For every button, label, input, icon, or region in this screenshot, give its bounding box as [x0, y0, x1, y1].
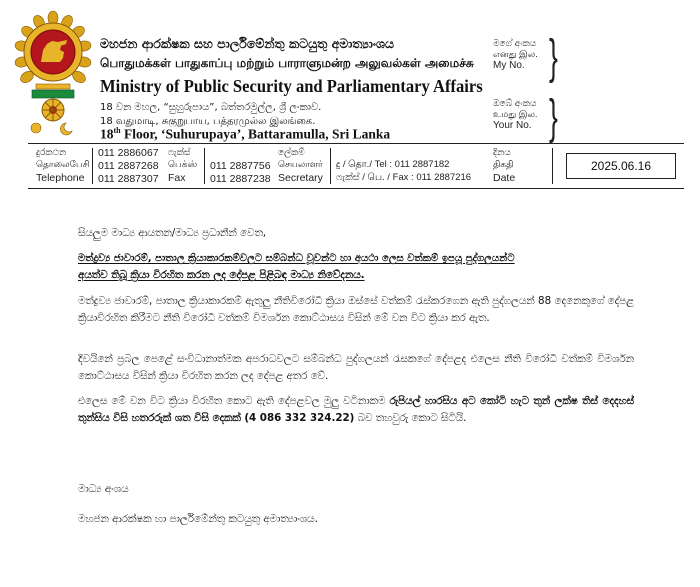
- sri-lanka-emblem: [14, 10, 92, 138]
- date-label-ta: திகதி: [493, 159, 514, 169]
- fax-number-1: 011 2887756: [210, 160, 271, 172]
- fax-label-si: ෆැක්ස්: [168, 147, 191, 157]
- telephone-label-si: දුරකථන: [36, 147, 67, 157]
- floor-number: 18: [100, 126, 114, 142]
- my-number-label: [493, 38, 538, 71]
- floor-ordinal: th: [113, 126, 121, 135]
- date-label-si: දිනය: [493, 147, 511, 157]
- your-number-label-en: Your No.: [493, 120, 532, 131]
- fax-label-en: Fax: [168, 172, 186, 184]
- address-tamil: 18 வதுமாடி, சுகுறுபாய, பத்தரமுல்ல இலங்கை.: [100, 116, 316, 127]
- your-number-brace: }: [549, 91, 558, 144]
- subject-line-2: අයත්ව තිබූ ක්‍රියා විරහිත කරන ලද දේපළ පිළිබඳ මාධ්‍ය නිවේදනය.: [78, 269, 365, 281]
- telephone-label-ta: தொலைபேசி: [36, 159, 90, 169]
- secretary-label-si: ලේකම්: [278, 147, 305, 157]
- signature-ministry: මහජන ආරක්ෂක හා පාර්ලිමේන්තු කටයුතු අමාත්‍යාංශය.: [78, 513, 318, 525]
- address-english: [100, 126, 390, 143]
- address-sinhala: 18 වන මහල, “සුහුරුපාය”, බත්තරමුල්ල, ශ්‍රී ලංකාව.: [100, 102, 322, 113]
- date-value: 2025.06.16: [566, 153, 676, 179]
- your-number-label: [493, 98, 537, 131]
- my-number-label-si: මගේ අංකය: [493, 38, 537, 48]
- telephone-number-1: 011 2886067: [98, 147, 159, 159]
- closing-department: මාධ්‍ය අංශය: [78, 483, 129, 495]
- ministry-name-tamil: பொதுமக்கள் பாதுகாப்பு மற்றும் பாராளுமன்ற அலுவல்கள் அமைச்சு: [100, 56, 474, 70]
- subject-line-1: මත්ද්‍රව්‍ය ජාවාරම්, පාතාල ක්‍රියාකාරකම්වලට සම්බන්ධ වූවන්ට හා අයථා ලෙස වත්කම් ඉපයූ පුද්ගලයන්ට: [78, 253, 515, 264]
- secretary-label-en: Secretary: [278, 172, 323, 184]
- ministry-name-sinhala: මහජන ආරක්ෂක සහ පාර්ලිමේන්තු කටයුතු අමාත්‍යාංශය: [100, 36, 394, 51]
- total-value-amount: රුපියල් හාරසිය අට කෝටි හැට තුන් ලක්ෂ තිස් දෙදහස් තුන්සිය විසි හතරරුක් ශත විසි දෙකක් (4 086 332 324.22): [78, 395, 635, 424]
- telephone-number-3: 011 2887307: [98, 173, 159, 185]
- paragraph-3-end: බව තහවුරු කොට සිටියි.: [354, 412, 467, 424]
- fax-label-ta: பெக்ஸ்: [168, 159, 198, 169]
- paragraph-3-intro: එලෙස මේ වන විට ක්‍රියා විරහිත කොට ඇති දේපළවල මුලු වටිනාකම: [78, 395, 390, 407]
- subject: [78, 250, 638, 284]
- paragraph-1: මත්ද්‍රව්‍ය ජාවාරම්, පාතාල ක්‍රියාකාරකම් ඇතුලු නීතිවිරෝධී ක්‍රියා ඔස්සේ වත්කම් රැස්කරගෙන ඇති පුද්ගලයන් 88 දෙනෙකුගේ දේපළ ක්‍රියාවිරහිත කිරීමට නීති විරෝධී වත්කම් විමර්ශන කොට්ඨාසය විසින් මේ වන විට ක්‍රියා කර ඇත.: [78, 295, 634, 324]
- my-number-label-en: My No.: [493, 60, 525, 71]
- fax-number-2: 011 2887238: [210, 173, 271, 185]
- salutation: සියලුම මාධ්‍ය ආයතන/මාධ්‍ය ප්‍රධානීන් වෙත,: [78, 227, 267, 239]
- paragraph-2: දිවයිනේ ප්‍රබල පෙළේ සංවිධානාත්මක අපරාධවලට සම්බන්ධ පුද්ගලයන් රැසකගේ දේපළද එලෙස නීති විරෝධී වත්කම් විමර්ශන කොට්ඨාසය විසින් ක්‍රියා විරහිත කරන ලද දේපළ අතර වේ.: [78, 353, 634, 382]
- secretary-label-ta: செயலாளர்: [278, 159, 323, 169]
- date-label-en: Date: [493, 172, 516, 184]
- address-english-rest: Floor, ‘Suhurupaya’, Battaramulla, Sri Lanka: [120, 126, 391, 142]
- paragraph-3: [78, 393, 634, 427]
- my-number-brace: }: [549, 31, 558, 84]
- secretary-fax: ෆැක්ස් / பெ. / Fax : 011 2887216: [336, 172, 472, 183]
- my-number-label-ta: எனது இல.: [493, 49, 538, 59]
- your-number-label-ta: உமது இல.: [493, 109, 538, 119]
- ministry-name-english: Ministry of Public Security and Parliamentary Affairs: [100, 76, 483, 96]
- telephone-label-en: Telephone: [36, 172, 85, 184]
- secretary-telephone: දු / தொ./ Tel : 011 2887182: [336, 159, 450, 170]
- your-number-label-si: ඔබේ අංකය: [493, 98, 537, 108]
- telephone-number-2: 011 2887268: [98, 160, 159, 172]
